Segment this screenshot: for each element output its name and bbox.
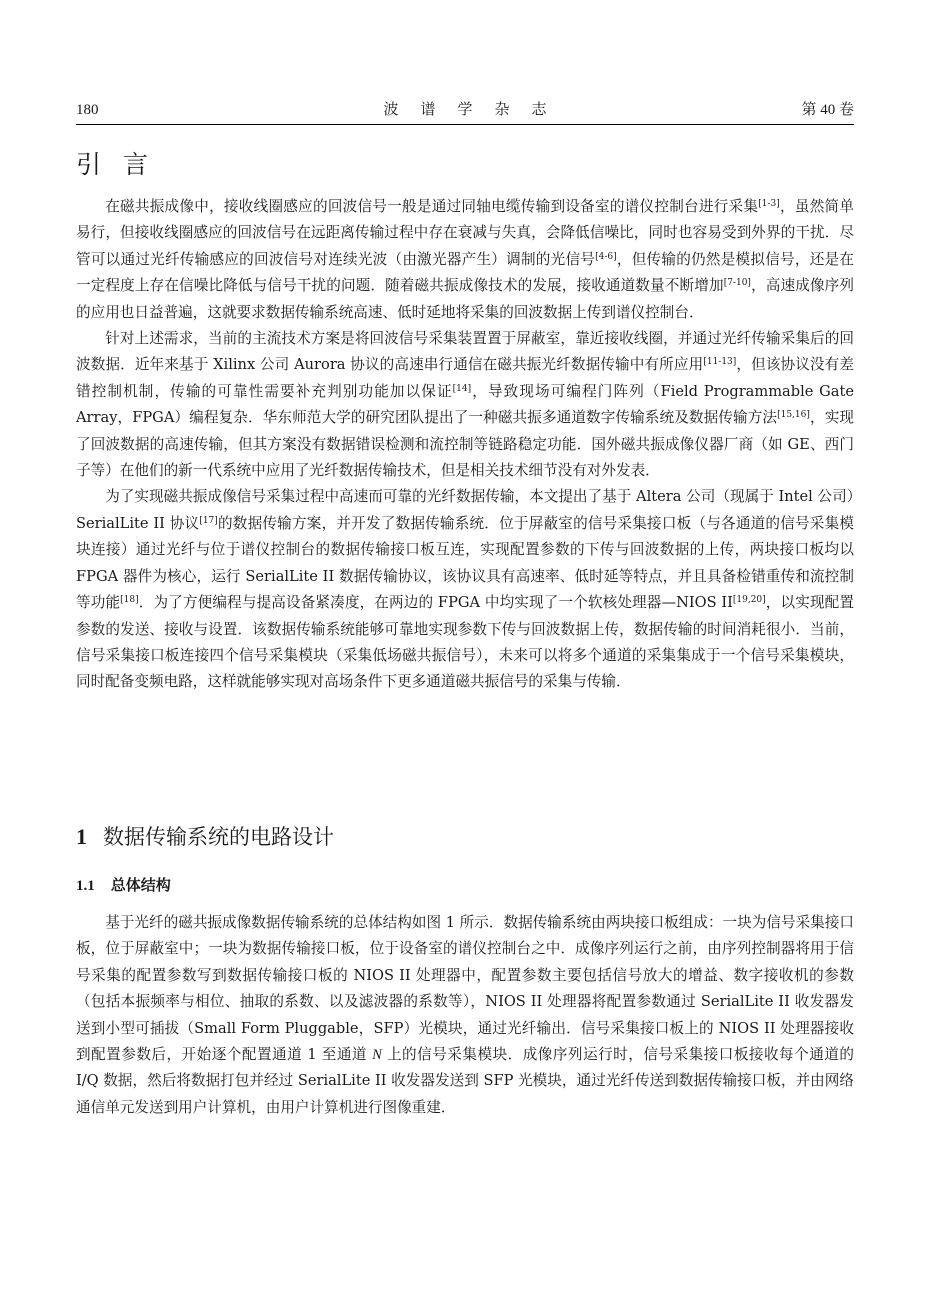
- citation: [7-10]: [723, 278, 751, 289]
- variable-n: N: [372, 1047, 382, 1064]
- intro-paragraph-2: [76, 326, 854, 484]
- citation: [17]: [199, 515, 218, 526]
- section-1-heading: [76, 822, 334, 852]
- citation: [14]: [452, 383, 472, 394]
- citation: [18]: [120, 595, 139, 606]
- text-run: 的数据传输方案，并开发了数据传输系统．位于屏蔽室的信号采集接口板（与各通道的信号采集模块连接）通过光纤与位于谱仪控制台的数据传输接口板互连，实现配置参数的下传与回波数据的上传，两块接口板均以 FPGA 器件为核心，运行 SerialLite II 数据传输协议，该协议具有高速率、低时延等特点，并且具备检错重传和流控制等功能: [76, 514, 854, 612]
- page-number: 180: [76, 102, 99, 118]
- subsection-title: 总体结构: [110, 876, 171, 894]
- text-run: ，但该协议没有差错控制机制，传输的可靠性需要补充判别功能加以保证: [76, 356, 854, 400]
- volume-label: 第 40 卷: [801, 102, 854, 118]
- text-run: 基于光纤的磁共振成像数据传输系统的总体结构如图 1 所示．数据传输系统由两块接口板组成：一块为信号采集接口板，位于屏蔽室中；一块为数据传输接口板，位于设备室的谱仪控制台之中．成像序列运行之前，由序列控制器将用于信号采集的配置参数写到数据传输接口板的 NIOS II 处理器中，配置参数主要包括信号放大的增益、数字接收机的参数（包括本振频率与相位、抽取的系数、以及滤波器的系数等），NIOS II 处理器将配置参数通过 SerialLite II 收发器发送到小型可插拔（Small Form Pluggable，SFP）光模块，通过光纤输出．信号采集接口板上的 NIOS II 处理器接收到配置参数后，开始逐个配置通道 1 至通道: [76, 914, 854, 1064]
- section-1-1-body: [76, 910, 854, 1121]
- intro-paragraph-3: [76, 484, 854, 695]
- intro-paragraph-1: [76, 194, 854, 326]
- running-head: [76, 98, 854, 122]
- text-run: ．为了方便编程与提高设备紧凑度，在两边的 FPGA 中均实现了一个软核处理器—NIOS II: [138, 594, 733, 612]
- text-run: ，导致现场可编程门阵列（Field Programmable Gate Array，FPGA）编程复杂．华东师范大学的研究团队提出了一种磁共振多通道数字传输系统及数据传输方法: [76, 382, 854, 427]
- text-run: ，实现了回波数据的高速传输，但其方案没有数据错误检测和流控制等链路稳定功能．国外磁共振成像仪器厂商（如 GE、西门子等）在他们的新一代系统中应用了光纤数据传输技术，但是相关技术细节没有对外发表．: [76, 409, 854, 480]
- section-1-1-heading: [76, 873, 171, 898]
- citation: [1-3]: [758, 199, 780, 209]
- text-run: 上的信号采集模块．成像序列运行时，信号采集接口板接收每个通道的 I/Q 数据，然后将数据打包并经过 SerialLite II 收发器发送到 SFP 光模块，通过光纤传送到数据传输接口板，并由网络通信单元发送到用户计算机，由用户计算机进行图像重建．: [76, 1046, 854, 1116]
- intro-body: [76, 194, 854, 696]
- citation: [15,16]: [777, 410, 810, 421]
- text-run: ，以实现配置参数的发送、接收与设置．该数据传输系统能够可靠地实现参数下传与回波数据上传，数据传输的时间消耗很小．当前，信号采集接口板连接四个信号采集模块（采集低场磁共振信号），未来可以将多个通道的采集集成于一个信号采集模块，同时配备变频电路，这样就能够实现对高场条件下更多通道磁共振信号的采集与传输．: [76, 594, 854, 691]
- subsection-number: 1.1: [76, 878, 95, 894]
- text-run: 针对上述需求，当前的主流技术方案是将回波信号采集装置置于屏蔽室，靠近接收线圈，并通过光纤传输采集后的回波数据．近年来基于 Xilinx 公司 Aurora 协议的高速串行通信在磁共振光纤数据传输中有所应用: [76, 330, 854, 374]
- text-run: ，但传输的仍然是模拟信号，还是在一定程度上存在信噪比降低与信号干扰的问题．随着磁共振成像技术的发展，接收通道数量不断增加: [76, 250, 854, 295]
- text-run: ，虽然简单易行，但接收线圈感应的回波信号在远距离传输过程中存在衰减与失真，会降低信噪比，同时也容易受到外界的干扰．尽管可以通过光纤传输感应的回波信号对连续光波（由激光器产生）调制的光信号: [76, 198, 854, 268]
- citation: [19,20]: [732, 595, 766, 606]
- intro-heading: 引言: [76, 150, 171, 179]
- text-run: 为了实现磁共振成像信号采集过程中高速而可靠的光纤数据传输，本文提出了基于 Altera 公司（现属于 Intel 公司）SerialLite II 协议: [76, 488, 854, 532]
- citation: [4-6]: [595, 251, 617, 262]
- section-1-1-paragraph-1: [76, 910, 854, 1121]
- section-number: 1: [76, 824, 87, 849]
- text-run: ，高速成像序列的应用也日益普遍，这就要求数据传输系统高速、低时延地将采集的回波数据上传到谱仪控制台．: [76, 277, 854, 321]
- section-title: 数据传输系统的电路设计: [103, 825, 334, 849]
- journal-name: 波谱学杂志: [383, 102, 569, 118]
- header-rule: [76, 124, 854, 125]
- text-run: 在磁共振成像中，接收线圈感应的回波信号一般是通过同轴电缆传输到设备室的谱仪控制台进行采集: [105, 198, 759, 215]
- citation: [11-13]: [703, 357, 737, 368]
